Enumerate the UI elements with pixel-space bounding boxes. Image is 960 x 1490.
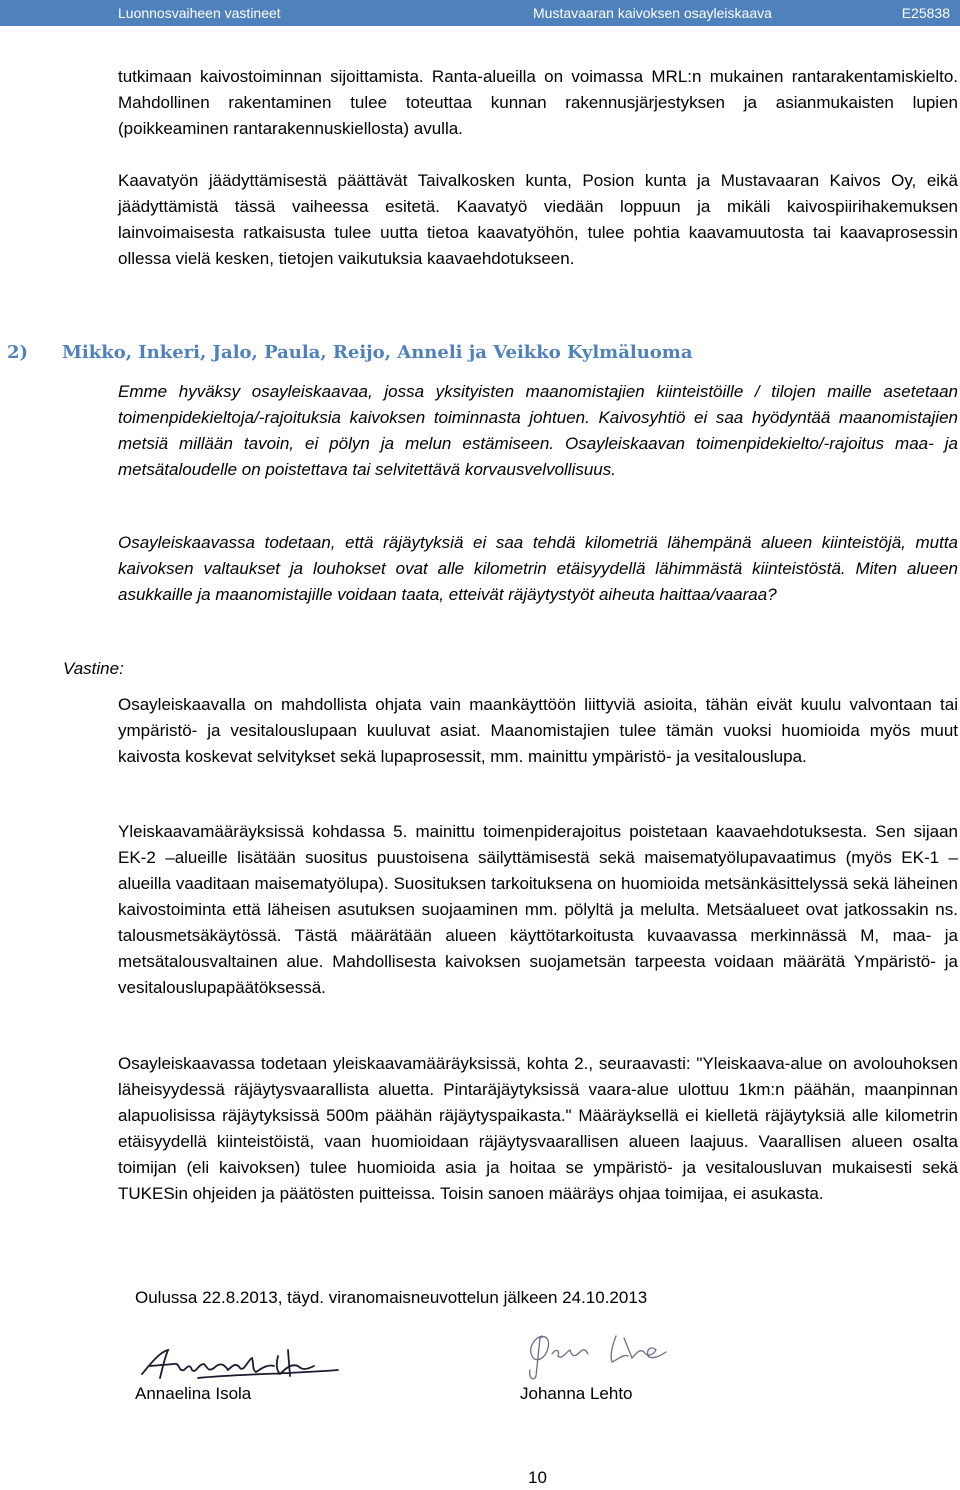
page-header: [0, 0, 960, 26]
paragraph-plan-freeze: Kaavatyön jäädyttämisestä päättävät Taivalkosken kunta, Posion kunta ja Mustavaaran Kaivos Oy, eikä jäädyttämistä tässä vaiheessa esitetä. Kaavatyö viedään loppuun ja mikäli kaivospiirihakemuksen lainvoimaisesta ratkaisusta tulee uutta tietoa kaavatyöhön, tulee pohtia kaavamuutosta tai kaavaprosessin ollessa vielä kesken, tietojen vaikutuksia kaavaehdotukseen.: [118, 171, 958, 268]
signature-isola: [138, 1340, 348, 1386]
page-number: 10: [528, 1468, 547, 1487]
signature-name-2: Johanna Lehto: [520, 1384, 633, 1403]
section-heading: [7, 340, 693, 366]
signature-name-1: Annaelina Isola: [135, 1384, 252, 1403]
response-paragraph-2: Yleiskaavamääräyksissä kohdassa 5. mainittu toimenpiderajoitus poistetaan kaavaehdotuksesta. Sen sijaan EK-2 –alueille lisätään suositus puustoisena säilyttämisestä sekä maisematyölupavaatimus (myös EK-1 –alueilla vaaditaan maisematyölupa). Suosituksen tarkoituksena on huomioida metsänkäsittelyssä sekä läheinen kaivostoiminta että läheisen asutuksen suojaaminen mm. pölyltä ja melulta. Metsäalueet ovat jatkossakin ns. talousmetsäkäytössä. Tästä määrätään alueen käyttötarkoitusta kuvaavassa merkinnässä M, maa- ja metsätalousvaltainen alue. Mahdollisesta kaivoksen suojametsän tarpeesta voidaan määrätä Ympäristö- ja vesitalouslupapäätöksessä.: [118, 822, 958, 997]
section-number: 2): [7, 342, 29, 363]
signature-lehto: [520, 1328, 670, 1382]
section-title: Mikko, Inkeri, Jalo, Paula, Reijo, Anneli ja Veikko Kylmäluoma: [62, 342, 693, 363]
place-and-date: Oulussa 22.8.2013, täyd. viranomaisneuvottelun jälkeen 24.10.2013: [135, 1288, 648, 1307]
response-paragraph-3: Osayleiskaavassa todetaan yleiskaavamääräyksissä, kohta 2., seuraavasti: "Yleiskaava-alue on avolouhoksen läheisyydessä räjäytysvaarallista aluetta. Pintaräjäytyksissä vaara-alue ulottuu 1km:n päähän, maanpinnan alapuolisissa räjäytyksissä 500m päähän räjäytyspaikasta." Määräyksellä ei kielletä räjäytyksiä alle kilometrin etäisyydellä kiinteistöistä, vaan huomioidaan räjäytysvaarallisen alueen laajuus. Vaarallisen alueen osalta toimijan (eli kaivoksen) tulee huomioida asia ja hoitaa se ympäristö- ja vesitalousluvan mukaisesti sekä TUKESin ohjeiden ja päätösten puitteissa. Toisin sanoen määräys ohjaa toimijaa, ei asukasta.: [118, 1054, 958, 1203]
comment-paragraph-1: Emme hyväksy osayleiskaavaa, jossa yksityisten maanomistajien kiinteistöille / tilojen maille asetetaan toimenpidekieltoja/-rajoituksia kaivoksen toiminnasta johtuen. Kaivosyhtiö ei saa hyödyntää maanomistajien metsiä millään tavoin, ei pölyn ja melun estämiseen. Osayleiskaavan toimenpidekielto/-rajoitus maa- ja metsätaloudelle on poistettava tai selvitettävä korvausvelvollisuus.: [118, 382, 958, 479]
response-label: Vastine:: [63, 659, 124, 678]
response-paragraph-1: Osayleiskaavalla on mahdollista ohjata vain maankäyttöön liittyviä asioita, tähän eivät kuulu valvontaan tai ympäristö- ja vesitalouslupaan kuuluvat asiat. Maanomistajien tulee tämän vuoksi huomioida myös muut kaivosta koskevat selvitykset sekä lupaprosessit, mm. mainittu ympäristö- ja vesitalouslupa.: [118, 695, 958, 766]
header-left-text: Luonnosvaiheen vastineet: [118, 5, 281, 21]
header-document-code: E25838: [901, 5, 950, 21]
header-center-text: Mustavaaran kaivoksen osayleiskaava: [533, 5, 772, 21]
comment-paragraph-2: Osayleiskaavassa todetaan, että räjäytyksiä ei saa tehdä kilometriä lähempänä alueen kiinteistöjä, mutta kaivoksen valtaukset ja louhokset ovat alle kilometrin etäisyydellä lähimmästä kiinteistöstä. Miten alueen asukkaille ja maanomistajille voidaan taata, etteivät räjäytystyöt aiheuta haittaa/vaaraa?: [118, 533, 958, 604]
paragraph-continued: tutkimaan kaivostoiminnan sijoittamista. Ranta-alueilla on voimassa MRL:n mukainen rantarakentamiskielto. Mahdollinen rakentaminen tulee toteuttaa kunnan rakennusjärjestyksen ja asianmukaisten lupien (poikkeaminen rantarakennuskiellosta) avulla.: [118, 67, 958, 138]
